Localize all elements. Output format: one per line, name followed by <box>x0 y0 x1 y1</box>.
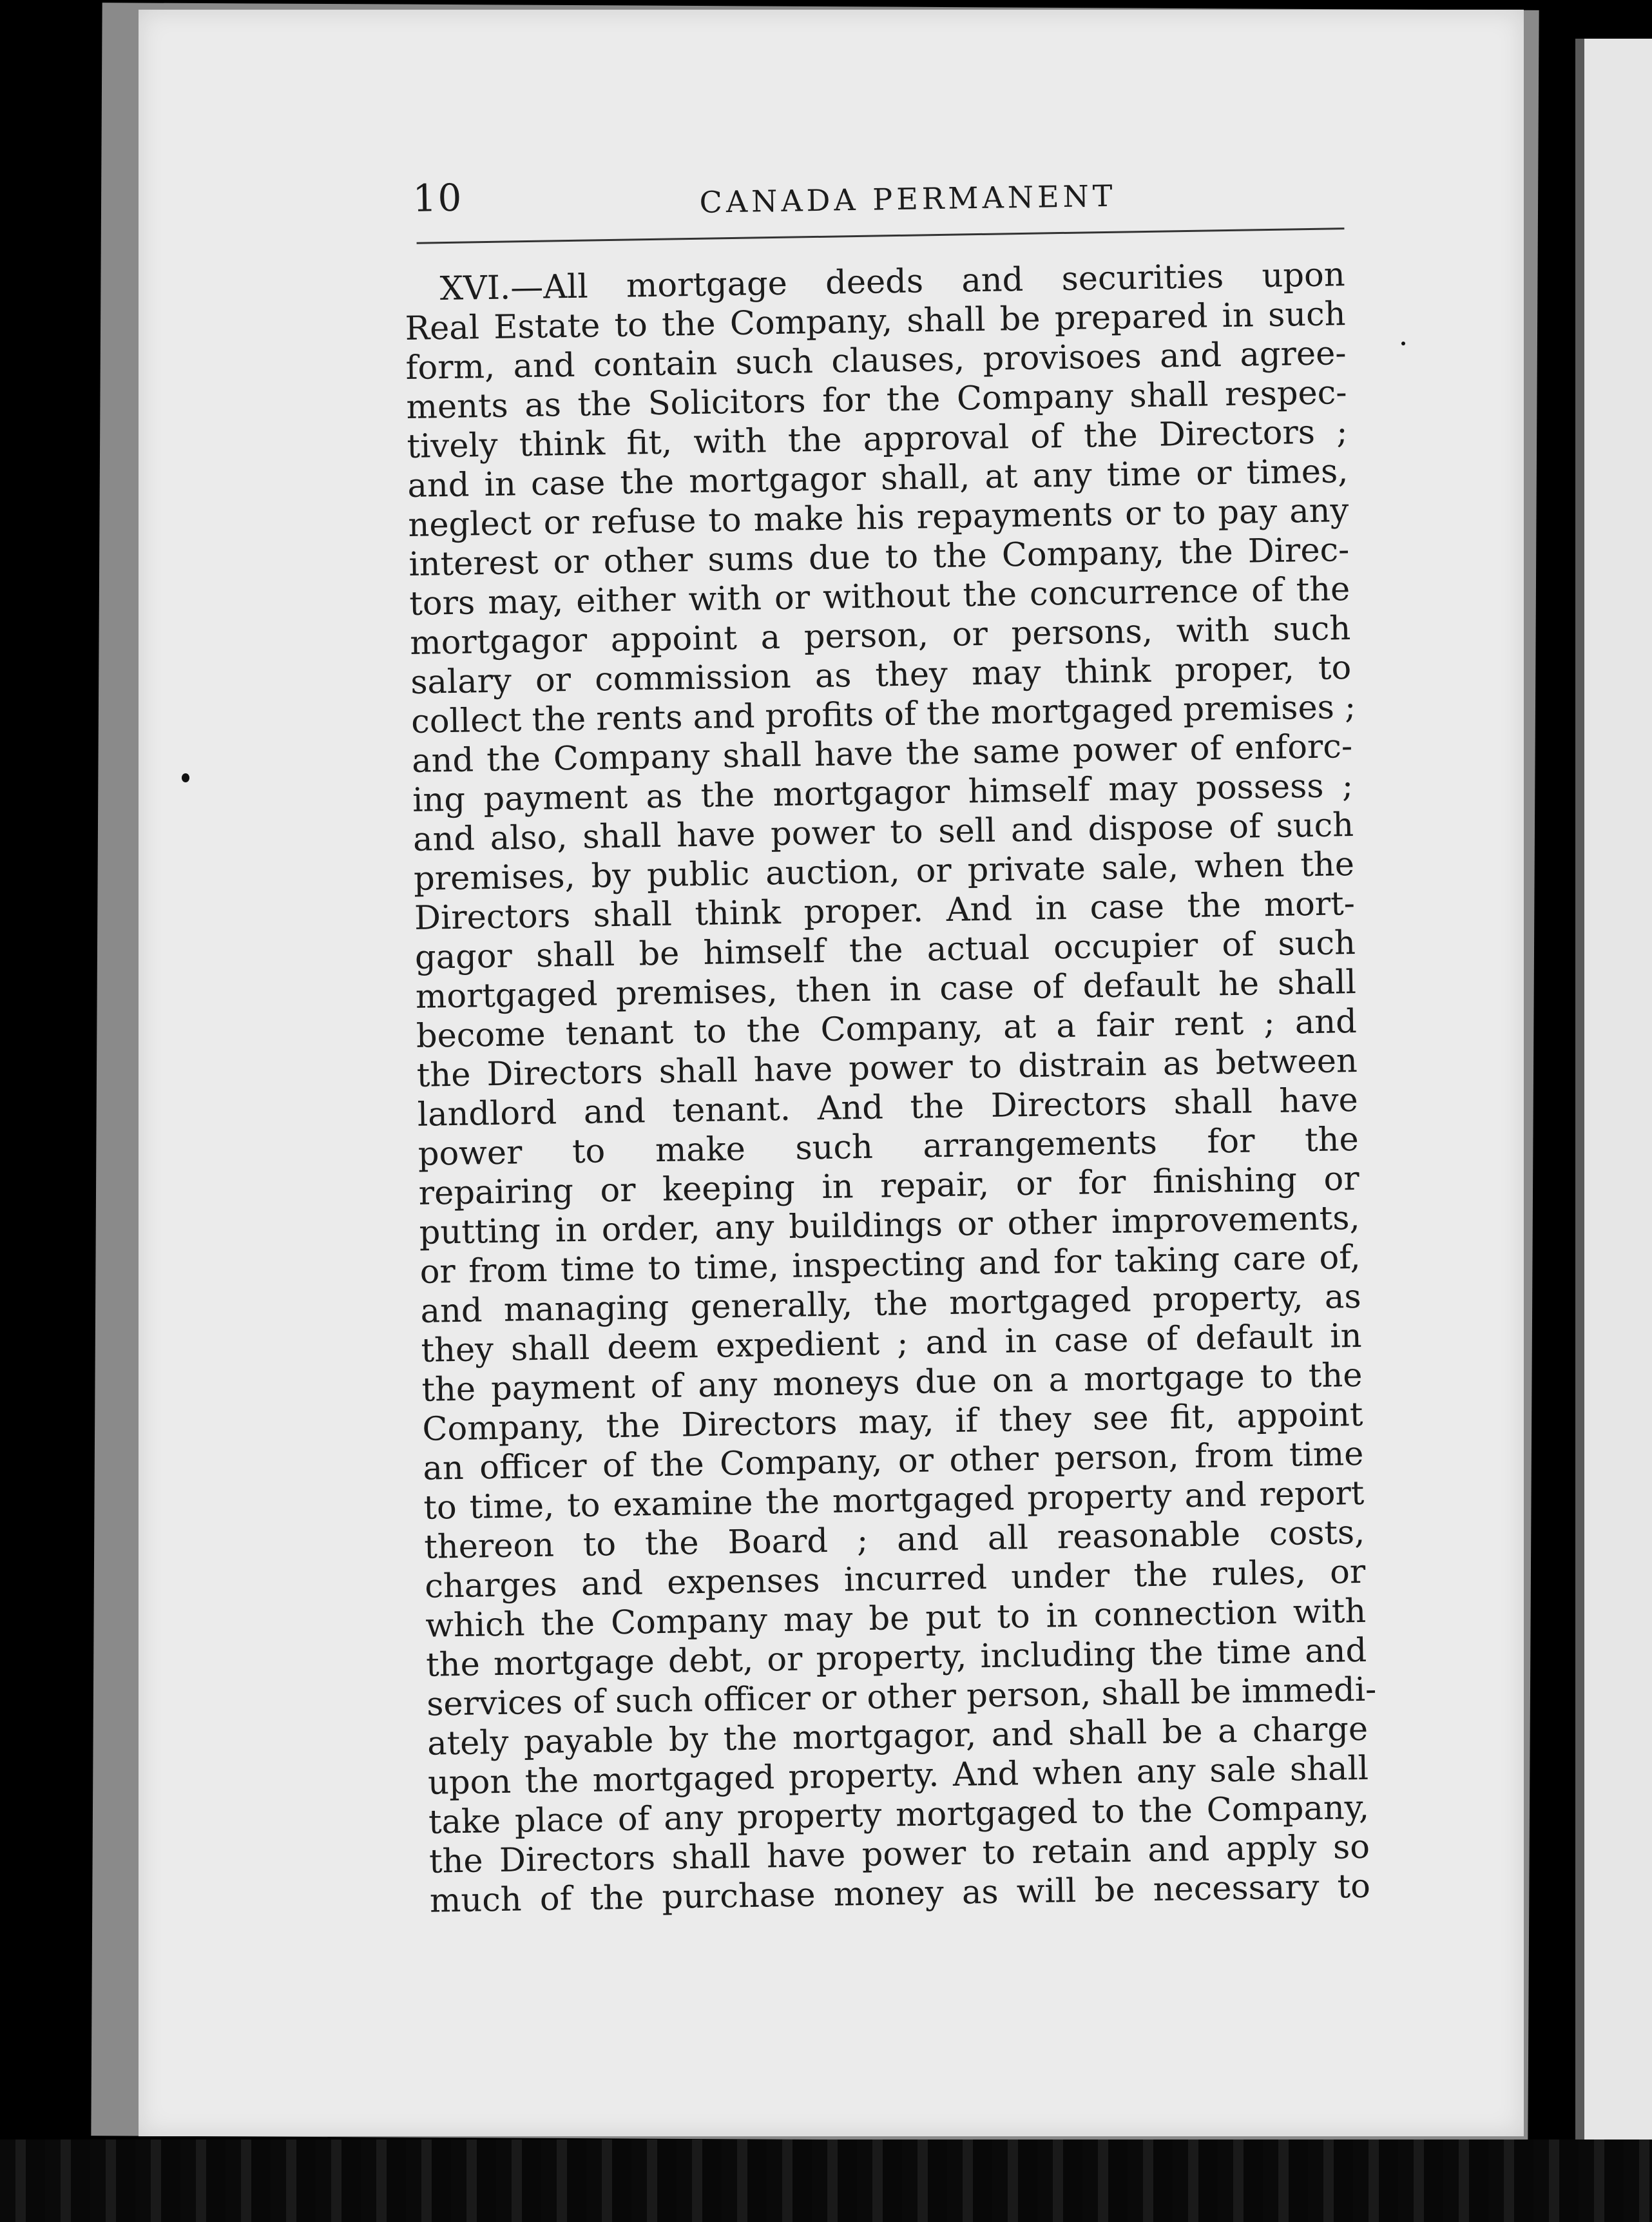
text-line: thereon to the Board ; and all reasonable costs, <box>423 1513 1365 1567</box>
text-line: the payment of any moneys due on a mortgage to the <box>421 1356 1363 1409</box>
text-line: Company, the Directors may, if they see fit, appoint <box>422 1395 1363 1449</box>
text-line: become tenant to the Company, at a fair rent ; and <box>416 1002 1358 1056</box>
text-line: or from time to time, inspecting and for taking care of, <box>419 1238 1361 1291</box>
text-line: ing payment as the mortgagor himself may possess ; <box>412 767 1354 820</box>
text-line: and in case the mortgagor shall, at any time or times, <box>407 452 1349 505</box>
text-line: and managing generally, the mortgaged property, as <box>420 1277 1361 1331</box>
text-line: and also, shall have power to sell and dispose of such <box>412 806 1354 859</box>
text-line: mortgagor appoint a person, or persons, with such <box>409 610 1351 662</box>
text-line: gagor shall be himself the actual occupier of such <box>414 923 1356 977</box>
text-line: the Directors shall have power to distrain as between <box>416 1041 1358 1095</box>
text-line: power to make such arrangements for the <box>418 1120 1359 1174</box>
running-title: CANADA PERMANENT <box>699 178 1117 220</box>
text-line: salary or commission as they may think proper, to <box>410 649 1352 702</box>
page-content <box>364 161 1396 1921</box>
scan-bottom-border <box>0 2140 1652 2222</box>
text-line: mortgaged premises, then in case of default he shall <box>415 963 1357 1016</box>
text-line: Directors shall think proper. And in case the mort- <box>414 884 1356 938</box>
text-line: collect the rents and profits of the mortgaged premises ; <box>410 688 1356 741</box>
body-paragraph <box>365 255 1396 1921</box>
text-line: the mortgage debt, or property, including the time and <box>425 1631 1367 1685</box>
text-line: putting in order, any buildings or other improvements, <box>419 1199 1361 1252</box>
text-line: neglect or refuse to make his repayments or to pay any <box>408 492 1349 545</box>
text-line: repairing or keeping in repair, or for finishing or <box>418 1159 1360 1213</box>
text-line: interest or other sums due to the Company, the Direc- <box>408 531 1350 584</box>
text-line: services of such officer or other person, shall be immedi- <box>426 1670 1377 1724</box>
text-line: they shall deem expedient ; and in case of default in <box>421 1317 1362 1370</box>
text-line: tively think fit, with the approval of the Directors ; <box>407 413 1348 467</box>
header-rule <box>417 227 1345 244</box>
text-line: landlord and tenant. And the Directors shall have <box>417 1081 1359 1134</box>
text-line: charges and expenses incurred under the rules, or <box>424 1552 1366 1606</box>
text-line: to time, to examine the mortgaged property and report <box>423 1474 1365 1527</box>
text-line: ately payable by the mortgagor, and shall be a charge <box>427 1710 1369 1763</box>
page-number: 10 <box>412 175 463 220</box>
ink-speck <box>182 773 189 782</box>
text-line: an officer of the Company, or other person, from time <box>423 1435 1364 1488</box>
text-line: premises, by public auction, or private sale, when the <box>413 845 1355 898</box>
text-line: which the Company may be put to in connection with <box>425 1592 1367 1645</box>
text-line: ments as the Solicitors for the Company shall respec- <box>406 374 1347 427</box>
text-line: and the Company shall have the same power of enforc- <box>411 728 1353 780</box>
text-line: much of the purchase money as will be necessary to <box>429 1867 1371 1920</box>
text-line: the Directors shall have power to retain and apply so <box>428 1828 1370 1881</box>
ink-speck <box>1401 342 1405 345</box>
facing-page-edge <box>1575 39 1652 2140</box>
text-line: form, and contain such clauses, provisoes and agree- <box>405 334 1347 388</box>
text-line: XVI.—All mortgage deeds and securities upon <box>439 256 1346 309</box>
text-line: upon the mortgaged property. And when any sale shall <box>427 1749 1369 1802</box>
text-line: Real Estate to the Company, shall be prepared in such <box>405 295 1346 349</box>
text-line: take place of any property mortgaged to the Company, <box>428 1788 1370 1842</box>
text-line: tors may, either with or without the concurrence of the <box>408 570 1350 623</box>
